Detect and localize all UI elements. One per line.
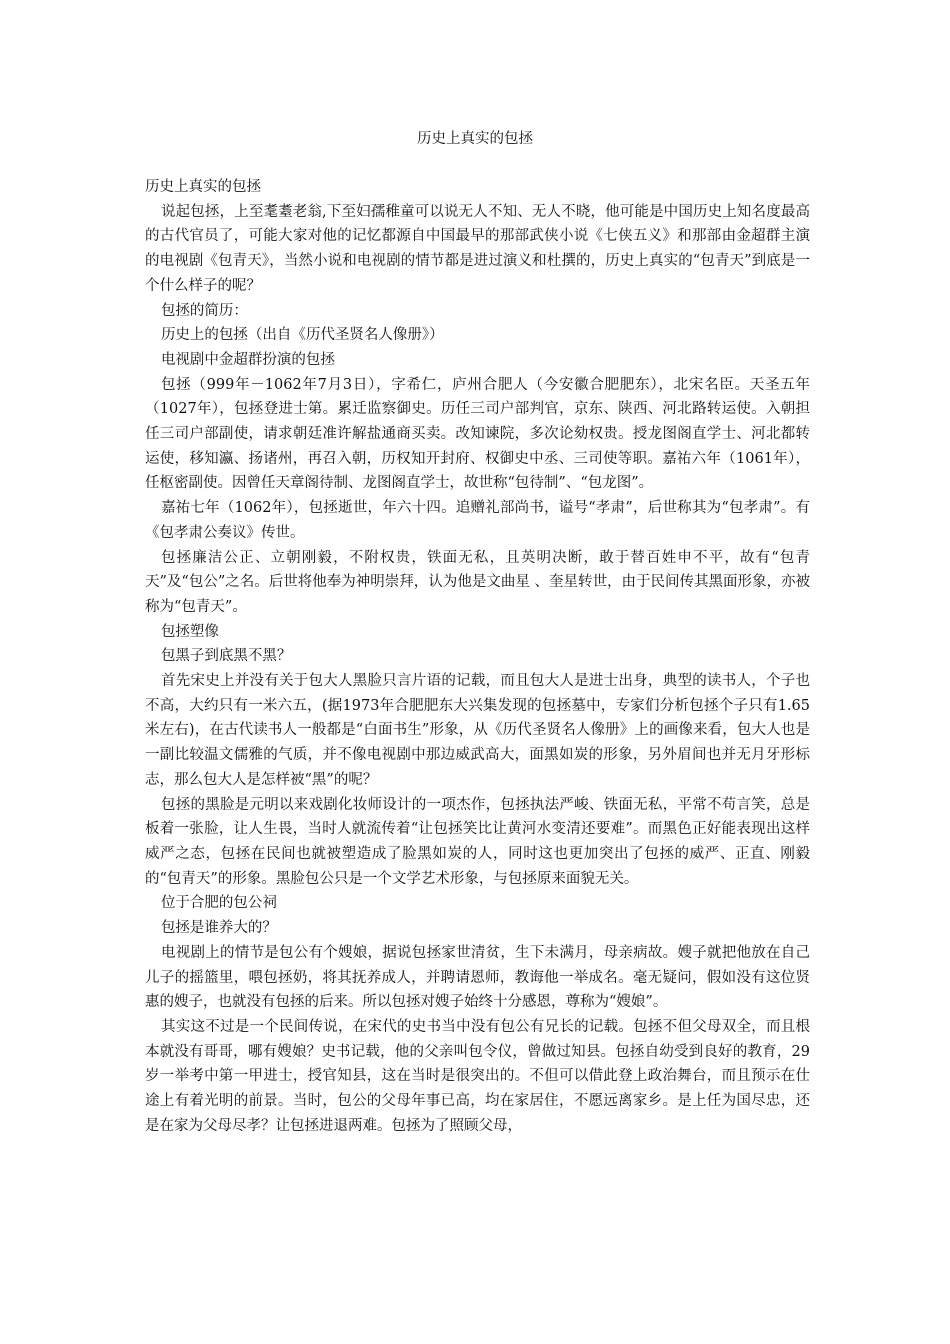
paragraph: 电视剧中金超群扮演的包拯: [160, 351, 335, 368]
paragraph: 电视剧上的情节是包公有个嫂娘，据说包拯家世清贫，生下未满月，母亲病故。嫂子就把他放在自己儿子的摇篮里，喂包拯奶，将其抚养成人，并聘请恩师，教诲他一举成名。毫无疑问，假如没有这位贤惠的嫂子，也就没有包拯的后来。所以包拯对嫂子始终十分感恩，尊称为“嫂娘”。: [145, 944, 810, 1011]
paragraph: 包拯是谁养大的？: [160, 920, 277, 937]
paragraph: 包拯的黑脸是元明以来戏剧化妆师设计的一项杰作，包拯执法严峻、铁面无私，平常不苟言笑，总是板着一张脸，让人生畏，当时人就流传着“让包拯笑比让黄河水变清还要难”。而黑色正好能表现出这样威严之态，包拯在民间也就被塑造成了脸黑如炭的人，同时这也更加突出了包拯的威严、正直、刚毅的“包青天”的形象。黑脸包公只是一个文学艺术形象，与包拯原来面貌无关。: [145, 796, 810, 887]
paragraph: 包黑子到底黑不黑？: [160, 648, 292, 665]
paragraph: 嘉祐七年（1062年），包拯逝世，年六十四。追赠礼部尚书，谥号“孝肃”，后世称其为“包孝肃”。有《包孝肃公奏议》传世。: [145, 500, 810, 541]
paragraph: 说起包拯，上至耄耋老翁,下至妇孺稚童可以说无人不知、无人不晓，他可能是中国历史上知名度最高的古代官员了，可能大家对他的记忆都源自中国最早的那部武侠小说《七侠五义》和那部由金超群主演的电视剧《包青天》，当然小说和电视剧的情节都是进过演义和杜撰的，历史上真实的“包青天”到底是一个什么样子的呢？: [145, 203, 810, 294]
paragraph: 位于合肥的包公祠: [160, 895, 277, 912]
paragraph: 首先宋史上并没有关于包大人黑脸只言片语的记载，而且包大人是进士出身，典型的读书人，个子也不高，大约只有一米六五，(据1973年合肥肥东大兴集发现的包拯墓中，专家们分析包拯个子只有1.65米左右)，在古代读书人一般都是“白面书生”形象，从《历代圣贤名人像册》上的画像来看，包大人也是一副比较温文儒雅的气质，并不像电视剧中那边威武高大，面黑如炭的形象，另外眉间也并无月牙形标志，那么包大人是怎样被“黑”的呢？: [145, 673, 810, 788]
paragraph: 包拯的简历：: [160, 302, 248, 319]
paragraph: 包拯廉洁公正、立朝刚毅，不附权贵，铁面无私，且英明决断，敢于替百姓申不平，故有“包青天”及“包公”之名。后世将他奉为神明崇拜，认为他是文曲星 、奎星转世，由于民间传其黑面形象，亦被称为“包青天”。: [145, 549, 810, 615]
document-title: 历史上真实的包拯: [417, 131, 533, 147]
paragraph: 历史上的包拯（出自《历代圣贤名人像册》）: [160, 327, 444, 344]
paragraph: 包拯（999年－1062年7月3日），字希仁，庐州合肥人（今安徽合肥肥东），北宋名臣。天圣五年（1027年），包拯登进士第。累迁监察御史。历任三司户部判官，京东、陕西、河北路转运使。入朝担任三司户部副使，请求朝廷准许解盐通商买卖。改知谏院，多次论劾权贵。授龙图阁直学士、河北都转运使，移知瀛、扬诸州，再召入朝，历权知开封府、权御史中丞、三司使等职。嘉祐六年（1061年），任枢密副使。因曾任天章阁待制、龙图阁直学士，故世称“包待制”、“包龙图”。: [145, 376, 810, 492]
paragraph: 其实这不过是一个民间传说，在宋代的史书当中没有包公有兄长的记载。包拯不但父母双全，而且根本就没有哥哥，哪有嫂娘？史书记载，他的父亲叫包令仪，曾做过知县。包拯自幼受到良好的教育，29岁一举考中第一甲进士，授官知县，这在当时是很突出的。不但可以借此登上政治舞台，而且预示在仕途上有着光明的前景。当时，包公的父母年事已高，均在家居住，不愿远离家乡。是上任为国尽忠，还是在家为父母尽孝？让包拯进退两难。包拯为了照顾父母，: [145, 1018, 810, 1134]
paragraph: 包拯塑像: [160, 623, 219, 640]
section-heading: 历史上真实的包拯: [145, 179, 261, 195]
document-body: [145, 175, 810, 1138]
